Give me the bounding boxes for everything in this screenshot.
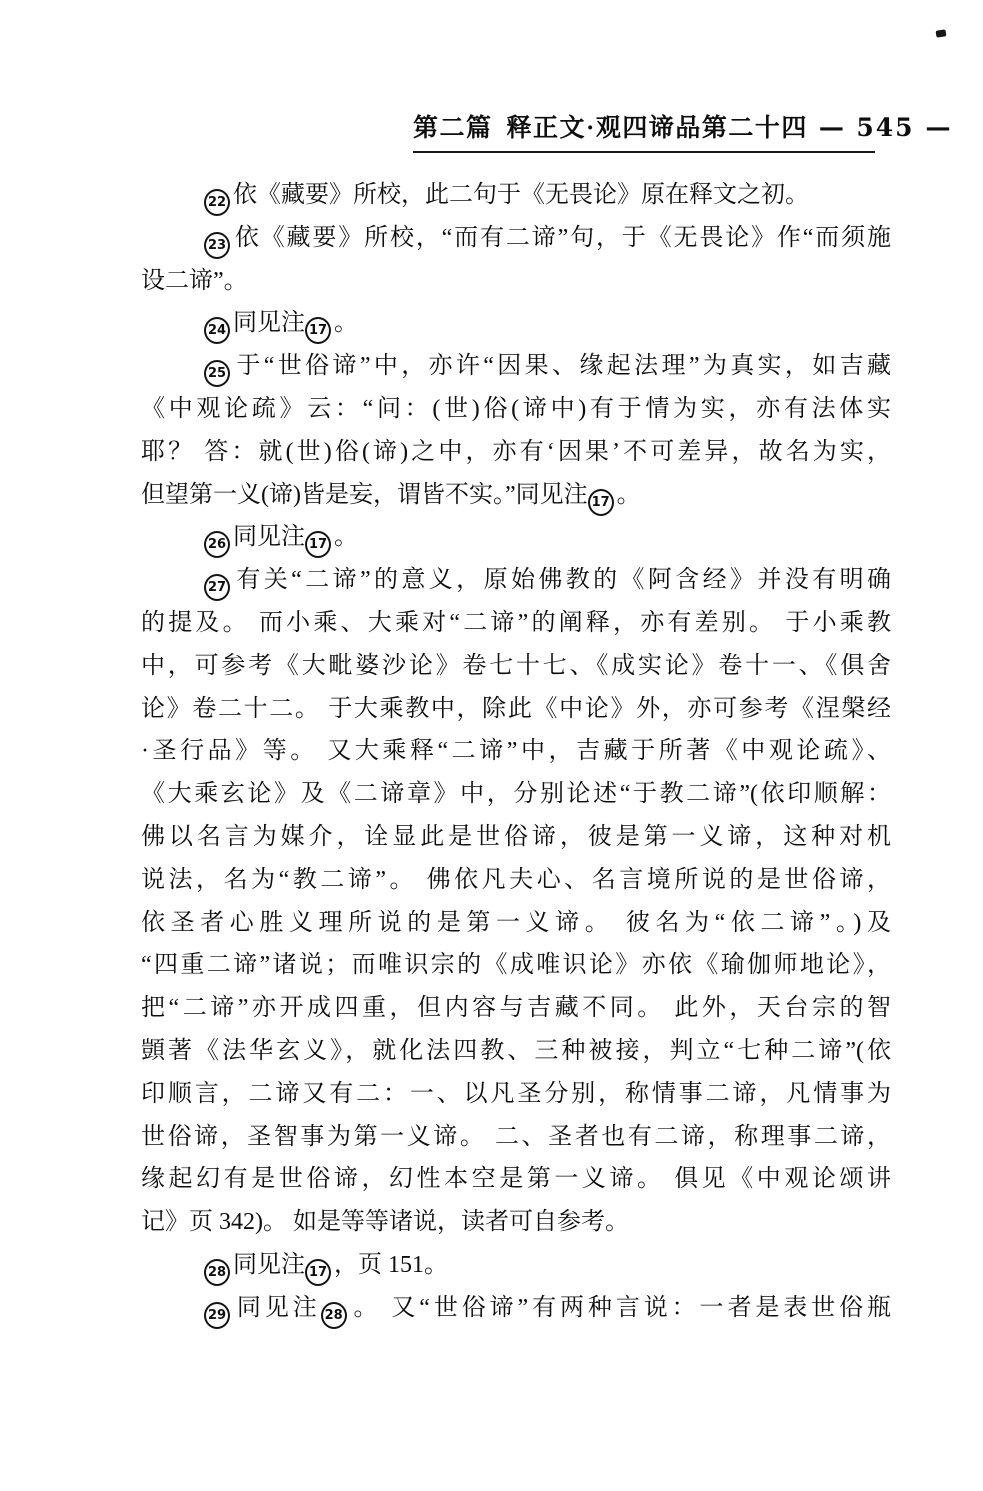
header-section: 第二篇: [413, 115, 493, 142]
text-run: 缘起幻有是世俗谛，幻性本空是第一义谛。 俱见《中观论颂讲: [141, 1166, 891, 1193]
circled-note-number: 28: [321, 1302, 347, 1329]
text-line: [141, 431, 891, 474]
circled-note-number: 17: [305, 317, 331, 344]
text-run: 依圣者心胜义理所说的是第一义谛。 彼名为“依二谛”。)及: [141, 909, 891, 936]
circled-note-number: 17: [305, 531, 331, 558]
text-run: 同见注: [233, 524, 305, 551]
circled-note-number: 23: [204, 232, 230, 259]
text-line: [141, 688, 891, 731]
text-run: 《中观论疏》云：“问：(世)俗(谛中)有于情为实，亦有法体实: [141, 395, 891, 422]
text-line: [141, 1073, 891, 1116]
text-run: 记》页 342)。 如是等等诸说，读者可自参考。: [141, 1209, 629, 1236]
text-run: ·圣行品》等。 又大乘释“二谛”中，吉藏于所著《中观论疏》、: [141, 738, 891, 765]
scan-speck: [936, 29, 947, 37]
text-line: [141, 987, 891, 1030]
text-run: 。: [616, 481, 641, 508]
text-run: 论》卷二十二。 于大乘教中，除此《中论》外，亦可参考《涅槃经: [141, 695, 891, 722]
circled-note-number: 27: [204, 574, 230, 601]
text-line: [141, 1158, 891, 1201]
text-run: 依《藏要》所校，“而有二谛”句，于《无畏论》作“而须施: [233, 224, 891, 251]
header-page-number: 545: [856, 113, 915, 142]
text-run: 设二谛”。: [141, 267, 248, 294]
text-run: 说法，名为“教二谛”。 佛依凡夫心、名言境所说的是世俗谛，: [141, 866, 891, 893]
text-run: ，页 151。: [334, 1251, 448, 1278]
text-line: [141, 1030, 891, 1073]
text-run: 于“世俗谛”中，亦许“因果、缘起法理”为真实，如吉藏: [233, 353, 891, 380]
header-title: 释正文·观四谛品第二十四: [506, 115, 808, 142]
text-line: [141, 773, 891, 816]
circled-note-number: 17: [305, 1259, 331, 1286]
text-run: 。: [334, 310, 358, 337]
text-run: 《大乘玄论》及《二谛章》中，分别论述“于教二谛”(依印顺解：: [141, 781, 891, 808]
text-line: [141, 516, 891, 559]
circled-note-number: 24: [204, 317, 230, 344]
circled-note-number: 28: [204, 1259, 230, 1286]
text-line: [141, 388, 891, 431]
text-line: [141, 302, 891, 345]
text-run: 中，可参考《大毗婆沙论》卷七十七、《成实论》卷十一、《俱舍: [141, 652, 891, 679]
text-line: [141, 474, 891, 517]
text-run: 依《藏要》所校，此二句于《无畏论》原在释文之初。: [233, 182, 809, 208]
text-run: 但望第一义(谛)皆是妄，谓皆不实。”同见注: [141, 481, 588, 508]
text-line: [141, 602, 891, 645]
text-line: [141, 217, 891, 260]
text-run: 世俗谛，圣智事为第一义谛。 二、圣者也有二谛，称理事二谛，: [141, 1123, 891, 1150]
text-line: [141, 859, 891, 902]
text-line: [141, 260, 891, 303]
text-line: [141, 1244, 891, 1287]
text-line: [141, 1116, 891, 1159]
header-page-block: [808, 113, 963, 142]
notes-text-block: [141, 174, 891, 1330]
circled-note-number: 29: [204, 1302, 230, 1329]
text-line: [141, 902, 891, 945]
circled-note-number: 26: [204, 531, 230, 558]
text-run: 同见注: [233, 310, 305, 337]
text-line: [141, 730, 891, 773]
text-line: [141, 559, 891, 602]
running-header: [413, 108, 953, 153]
text-run: 顗著《法华玄义》，就化法四教、三种被接，判立“七种二谛”(依: [141, 1037, 891, 1064]
text-line: [141, 645, 891, 688]
text-run: 。: [334, 524, 358, 551]
text-run: “四重二谛”诸说；而唯识宗的《成唯识论》亦依《瑜伽师地论》，: [141, 952, 891, 979]
circled-note-number: 25: [204, 360, 230, 387]
text-line: [141, 1287, 891, 1330]
text-run: 同见注: [233, 1251, 305, 1278]
circled-note-number: 22: [204, 189, 230, 216]
text-run: 印顺言，二谛又有二：一、以凡圣分别，称情事二谛，凡情事为: [141, 1080, 891, 1107]
text-run: 。 又“世俗谛”有两种言说：一者是表世俗瓶: [349, 1294, 892, 1321]
circled-note-number: 17: [588, 489, 614, 516]
text-line: [141, 1201, 891, 1244]
text-run: 佛以名言为媒介，诠显此是世俗谛，彼是第一义谛，这种对机: [141, 823, 891, 850]
text-line: [141, 816, 891, 859]
header-dash-right: —: [925, 113, 953, 142]
text-line: [141, 174, 891, 217]
text-run: 把“二谛”亦开成四重，但内容与吉藏不同。 此外，天台宗的智: [141, 995, 891, 1022]
text-run: 同见注: [233, 1294, 321, 1321]
text-line: [141, 944, 891, 987]
text-run: 耶？ 答：就(世)俗(谛)之中，亦有‘因果’不可差异，故名为实，: [141, 438, 891, 465]
text-run: 的提及。 而小乘、大乘对“二谛”的阐释，亦有差别。 于小乘教: [141, 609, 891, 636]
text-line: [141, 345, 891, 388]
header-dash-left: —: [818, 113, 846, 142]
text-run: 有关“二谛”的意义，原始佛教的《阿含经》并没有明确: [233, 567, 891, 594]
